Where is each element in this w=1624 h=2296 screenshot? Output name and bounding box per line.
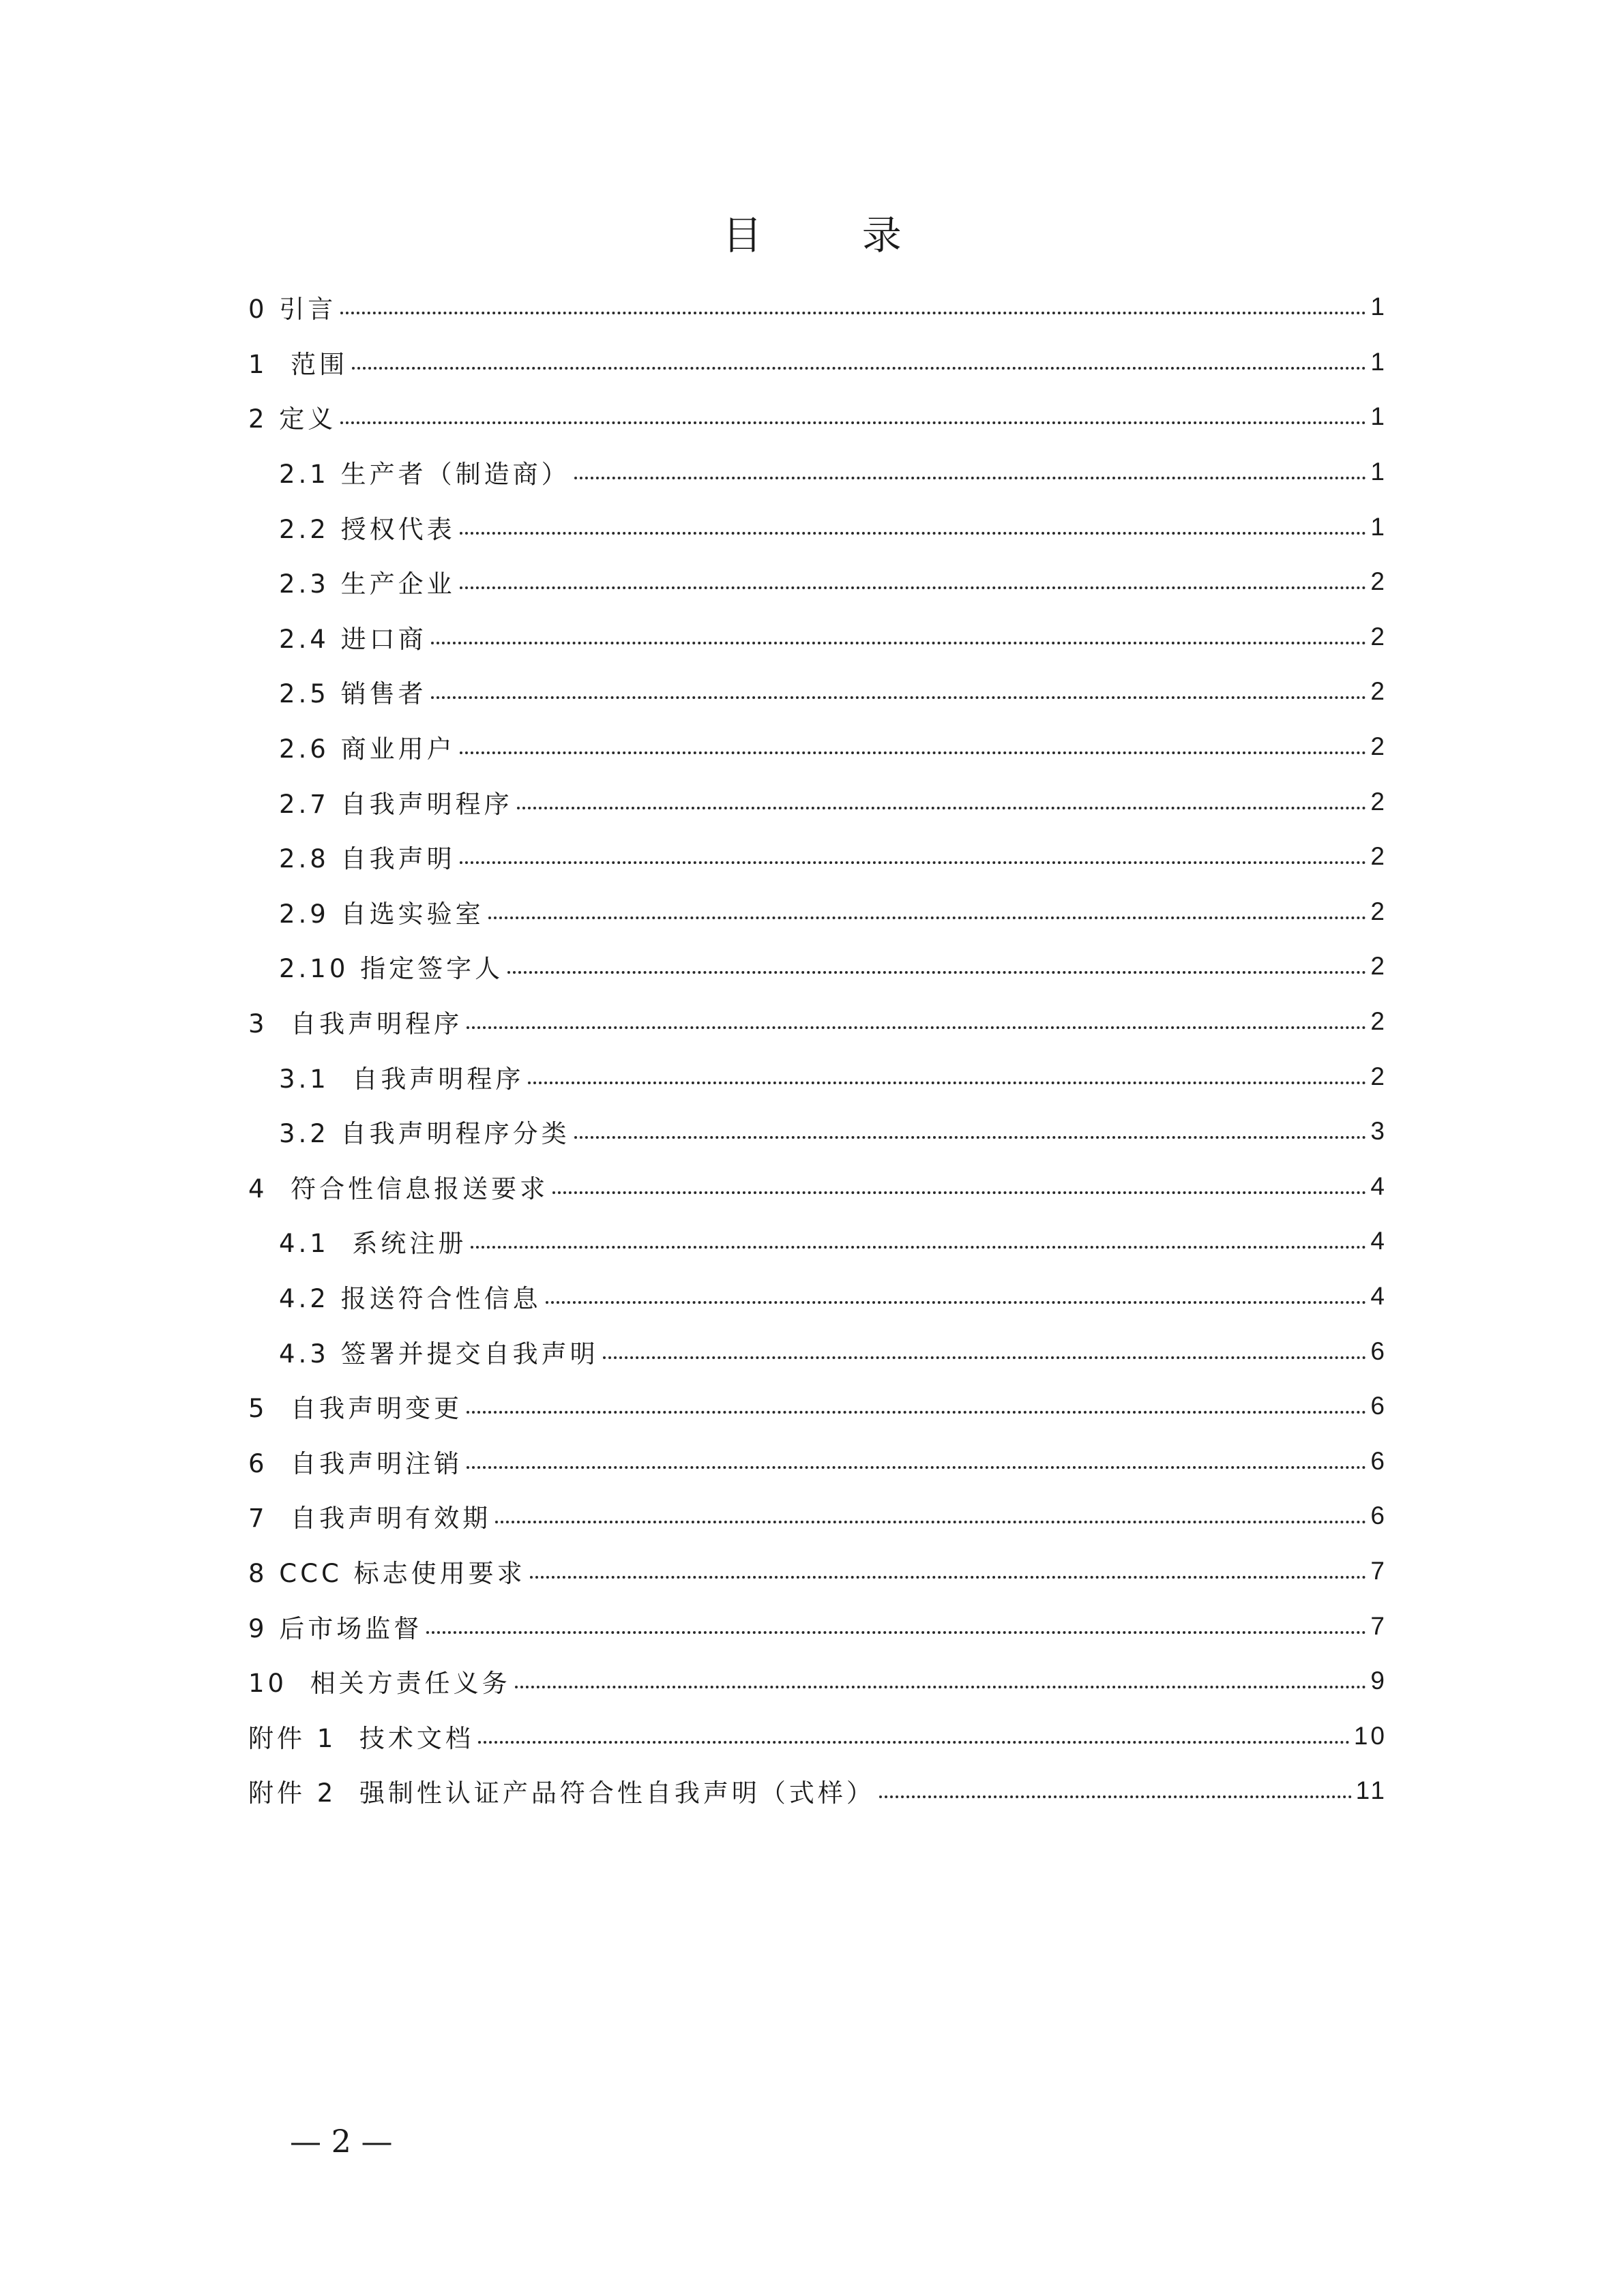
- dot-leader: [467, 1466, 1366, 1469]
- toc-entry[interactable]: [248, 719, 1387, 775]
- toc-entry-label: 4.3 签署并提交自我声明: [279, 1339, 599, 1369]
- toc-entry-label: 2.5 销售者: [279, 679, 427, 709]
- dot-leader: [340, 312, 1366, 314]
- toc-entry-label: 2.3 生产企业: [279, 569, 456, 599]
- toc-entry[interactable]: [248, 1598, 1387, 1654]
- toc-entry-label: 附件 1 技术文档: [248, 1723, 474, 1753]
- toc-entry-page-number: 6: [1370, 1446, 1387, 1475]
- toc-entry[interactable]: [248, 610, 1387, 665]
- toc-entry[interactable]: [248, 939, 1387, 994]
- toc-entry-page-number: 10: [1353, 1721, 1387, 1750]
- toc-entry-label: 6 自我声明注销: [248, 1448, 463, 1478]
- toc-entry-label: 4.2 报送符合性信息: [279, 1283, 542, 1313]
- dot-leader: [530, 1576, 1367, 1579]
- toc-entry-label: 5 自我声明变更: [248, 1394, 463, 1424]
- toc-entry-label: 8 CCC 标志使用要求: [248, 1558, 526, 1588]
- toc-entry-page-number: 2: [1370, 1007, 1387, 1036]
- page-title: 目 录: [722, 212, 945, 258]
- toc-entry-page-number: 6: [1370, 1337, 1387, 1365]
- toc-entry-page-number: 4: [1370, 1227, 1387, 1255]
- dot-leader: [603, 1356, 1367, 1359]
- toc-entry-label: 1 范围: [248, 349, 349, 379]
- dot-leader: [426, 1631, 1366, 1634]
- toc-entry[interactable]: [248, 994, 1387, 1049]
- toc-entry-label: 0 引言: [248, 295, 337, 325]
- toc-entry[interactable]: [248, 1159, 1387, 1214]
- toc-entry[interactable]: [248, 445, 1387, 500]
- toc-entry-label: 2.10 指定签字人: [279, 954, 504, 984]
- toc-entry-label: 附件 2 强制性认证产品符合性自我声明（式样）: [248, 1778, 875, 1808]
- toc-entry-page-number: 4: [1370, 1172, 1387, 1200]
- toc-entry[interactable]: [248, 1654, 1387, 1709]
- toc-entry-label: 2.8 自我声明: [279, 844, 456, 874]
- toc-entry-label: 3.2 自我声明程序分类: [279, 1119, 570, 1149]
- toc-entry[interactable]: [248, 1544, 1387, 1599]
- toc-entry-label: 2 定义: [248, 404, 337, 434]
- toc-entry-label: 2.6 商业用户: [279, 734, 456, 764]
- table-of-contents: [248, 280, 1387, 1819]
- toc-entry-label: 4 符合性信息报送要求: [248, 1174, 549, 1204]
- toc-entry-page-number: 2: [1370, 897, 1387, 925]
- toc-entry[interactable]: [248, 664, 1387, 719]
- dot-leader: [471, 1246, 1366, 1249]
- toc-entry[interactable]: [248, 389, 1387, 445]
- toc-entry[interactable]: [248, 1049, 1387, 1104]
- toc-entry-page-number: 6: [1370, 1392, 1387, 1420]
- dot-leader: [431, 642, 1367, 644]
- toc-entry[interactable]: [248, 1269, 1387, 1324]
- toc-entry-label: 3 自我声明程序: [248, 1009, 463, 1039]
- toc-entry-page-number: 1: [1370, 347, 1387, 376]
- dot-leader: [574, 477, 1367, 479]
- toc-entry-label: 2.4 进口商: [279, 624, 427, 654]
- toc-entry-page-number: 2: [1370, 567, 1387, 596]
- toc-entry-page-number: 7: [1370, 1556, 1387, 1585]
- toc-entry-page-number: 1: [1370, 512, 1387, 541]
- toc-entry[interactable]: [248, 1763, 1387, 1819]
- dot-leader: [517, 807, 1367, 809]
- toc-entry[interactable]: [248, 1433, 1387, 1489]
- dot-leader: [460, 751, 1367, 754]
- toc-entry-page-number: 6: [1370, 1502, 1387, 1530]
- toc-entry[interactable]: [248, 884, 1387, 940]
- toc-entry-page-number: 3: [1370, 1117, 1387, 1146]
- toc-entry-label: 9 后市场监督: [248, 1613, 423, 1643]
- dot-leader: [460, 532, 1367, 535]
- toc-entry[interactable]: [248, 829, 1387, 884]
- dot-leader: [546, 1301, 1367, 1304]
- dot-leader: [879, 1795, 1352, 1798]
- toc-entry[interactable]: [248, 335, 1387, 390]
- toc-entry-label: 2.9 自选实验室: [279, 899, 484, 929]
- dot-leader: [488, 916, 1367, 919]
- dot-leader: [574, 1136, 1367, 1139]
- toc-entry-page-number: 2: [1370, 732, 1387, 761]
- toc-entry[interactable]: [248, 1324, 1387, 1379]
- toc-entry-page-number: 7: [1370, 1611, 1387, 1640]
- toc-entry[interactable]: [248, 1104, 1387, 1159]
- toc-entry-label: 7 自我声明有效期: [248, 1504, 492, 1534]
- dot-leader: [467, 1411, 1366, 1414]
- dot-leader: [515, 1686, 1367, 1688]
- toc-entry[interactable]: [248, 280, 1387, 335]
- toc-entry-page-number: 4: [1370, 1281, 1387, 1310]
- toc-entry-page-number: 2: [1370, 1062, 1387, 1090]
- toc-entry[interactable]: [248, 499, 1387, 554]
- toc-entry[interactable]: [248, 1708, 1387, 1763]
- dot-leader: [478, 1741, 1350, 1744]
- toc-entry-page-number: 1: [1370, 402, 1387, 431]
- toc-entry[interactable]: [248, 554, 1387, 610]
- toc-entry-page-number: 1: [1370, 293, 1387, 321]
- dot-leader: [431, 696, 1367, 699]
- toc-entry-label: 2.1 生产者（制造商）: [279, 460, 570, 490]
- toc-entry-page-number: 2: [1370, 842, 1387, 871]
- toc-entry-page-number: 2: [1370, 952, 1387, 981]
- toc-entry-page-number: 2: [1370, 787, 1387, 816]
- dot-leader: [495, 1521, 1366, 1523]
- toc-entry-page-number: 9: [1370, 1667, 1387, 1695]
- dot-leader: [460, 586, 1367, 589]
- dot-leader: [352, 367, 1366, 370]
- dot-leader: [340, 421, 1366, 424]
- page-number: — 2 —: [290, 2123, 393, 2160]
- toc-entry[interactable]: [248, 1379, 1387, 1434]
- toc-entry-label: 3.1 自我声明程序: [279, 1064, 525, 1094]
- dot-leader: [507, 971, 1366, 974]
- toc-entry-page-number: 11: [1355, 1776, 1387, 1805]
- toc-entry-page-number: 1: [1370, 458, 1387, 486]
- toc-entry-page-number: 2: [1370, 677, 1387, 706]
- dot-leader: [467, 1026, 1366, 1029]
- toc-entry-label: 4.1 系统注册: [279, 1229, 467, 1259]
- toc-entry[interactable]: [248, 774, 1387, 829]
- dot-leader: [552, 1191, 1366, 1194]
- toc-entry-label: 10 相关方责任义务: [248, 1669, 511, 1699]
- toc-entry[interactable]: [248, 1489, 1387, 1544]
- toc-entry-page-number: 2: [1370, 622, 1387, 651]
- dot-leader: [460, 861, 1367, 864]
- toc-entry[interactable]: [248, 1214, 1387, 1269]
- toc-entry-label: 2.7 自我声明程序: [279, 789, 513, 819]
- toc-entry-label: 2.2 授权代表: [279, 514, 456, 544]
- dot-leader: [528, 1082, 1366, 1084]
